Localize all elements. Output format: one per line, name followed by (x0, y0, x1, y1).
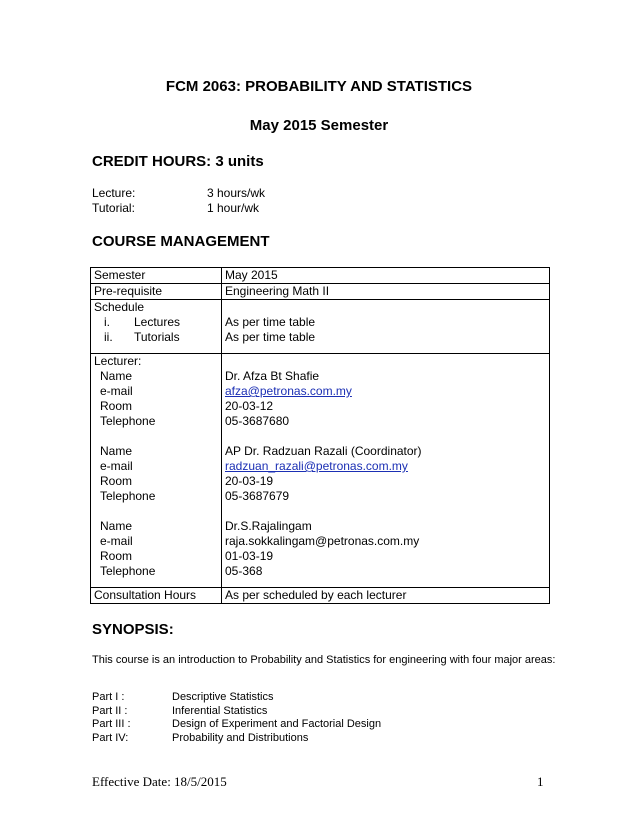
schedule-item: ii. Tutorials (104, 330, 180, 344)
list-item: Part IV: Probability and Distributions (92, 731, 309, 744)
schedule-cell (91, 300, 222, 354)
lecturer-telephone: 05-3687680 (225, 414, 290, 428)
email-label: e-mail (100, 534, 133, 548)
list-item: Part II : Inferential Statistics (92, 704, 268, 717)
table-row (91, 588, 550, 604)
table-row (91, 284, 550, 300)
lecturer-room: 01-03-19 (225, 549, 274, 563)
synopsis-parts (92, 691, 381, 745)
name-label: Name (100, 444, 133, 458)
tutorial-label: Tutorial: (92, 201, 135, 215)
room-label: Room (100, 549, 133, 563)
lecturer-email-link[interactable]: afza@petronas.com.my (225, 384, 352, 398)
schedule-item: i. Lectures (104, 315, 181, 329)
lecturer-values (222, 354, 550, 588)
telephone-label: Telephone (100, 564, 156, 578)
lecture-label: Lecture: (92, 186, 136, 200)
schedule-lectures-value: As per time table (225, 315, 316, 329)
semester-label: Semester (91, 268, 222, 284)
consultation-label: Consultation Hours (91, 588, 222, 604)
lecturer-email: raja.sokkalingam@petronas.com.my (225, 534, 420, 548)
telephone-label: Telephone (100, 489, 156, 503)
lecturer-telephone: 05-3687679 (225, 489, 290, 503)
room-label: Room (100, 399, 133, 413)
lecture-value: 3 hours/wk (207, 186, 266, 200)
synopsis-text: This course is an introduction to Probability and Statistics for engineering with four major areas: (92, 654, 556, 666)
name-label: Name (100, 369, 133, 383)
telephone-label: Telephone (100, 414, 156, 428)
semester-title: May 2015 Semester (249, 117, 389, 134)
lecturer-room: 20-03-19 (225, 474, 274, 488)
synopsis-heading: SYNOPSIS: (92, 621, 174, 638)
list-item: Part I : Descriptive Statistics (92, 691, 274, 703)
schedule-values (222, 300, 550, 354)
effective-date: Effective Date: 18/5/2015 (92, 774, 227, 789)
lecturer-email-link[interactable]: radzuan_razali@petronas.com.my (225, 459, 408, 473)
prereq-value: Engineering Math II (222, 284, 550, 300)
consultation-value: As per scheduled by each lecturer (222, 588, 550, 604)
lecturer-label: Lecturer: (94, 354, 142, 368)
lecturer-name: Dr. Afza Bt Shafie (225, 369, 320, 383)
list-item: Part III : Design of Experiment and Factorial Design (92, 718, 382, 730)
name-label: Name (100, 519, 133, 533)
room-label: Room (100, 474, 133, 488)
course-management-table (90, 267, 550, 604)
schedule-tutorials-value: As per time table (225, 330, 316, 344)
lecturer-telephone: 05-368 (225, 564, 263, 578)
lecturer-labels (91, 354, 222, 588)
page-number: 1 (537, 774, 544, 789)
credit-hours-heading: CREDIT HOURS: 3 units (92, 153, 264, 170)
email-label: e-mail (100, 459, 133, 473)
course-title: FCM 2063: PROBABILITY AND STATISTICS (165, 78, 473, 95)
email-label: e-mail (100, 384, 133, 398)
tutorial-value: 1 hour/wk (207, 201, 260, 215)
table-row (91, 354, 550, 588)
prereq-label: Pre-requisite (91, 284, 222, 300)
lecturer-name: AP Dr. Radzuan Razali (Coordinator) (225, 444, 422, 458)
lecturer-name: Dr.S.Rajalingam (225, 519, 312, 533)
table-row (91, 268, 550, 284)
course-management-heading: COURSE MANAGEMENT (92, 233, 270, 250)
semester-value: May 2015 (222, 268, 550, 284)
schedule-label: Schedule (94, 300, 145, 314)
table-row (91, 300, 550, 354)
lecturer-room: 20-03-12 (225, 399, 274, 413)
